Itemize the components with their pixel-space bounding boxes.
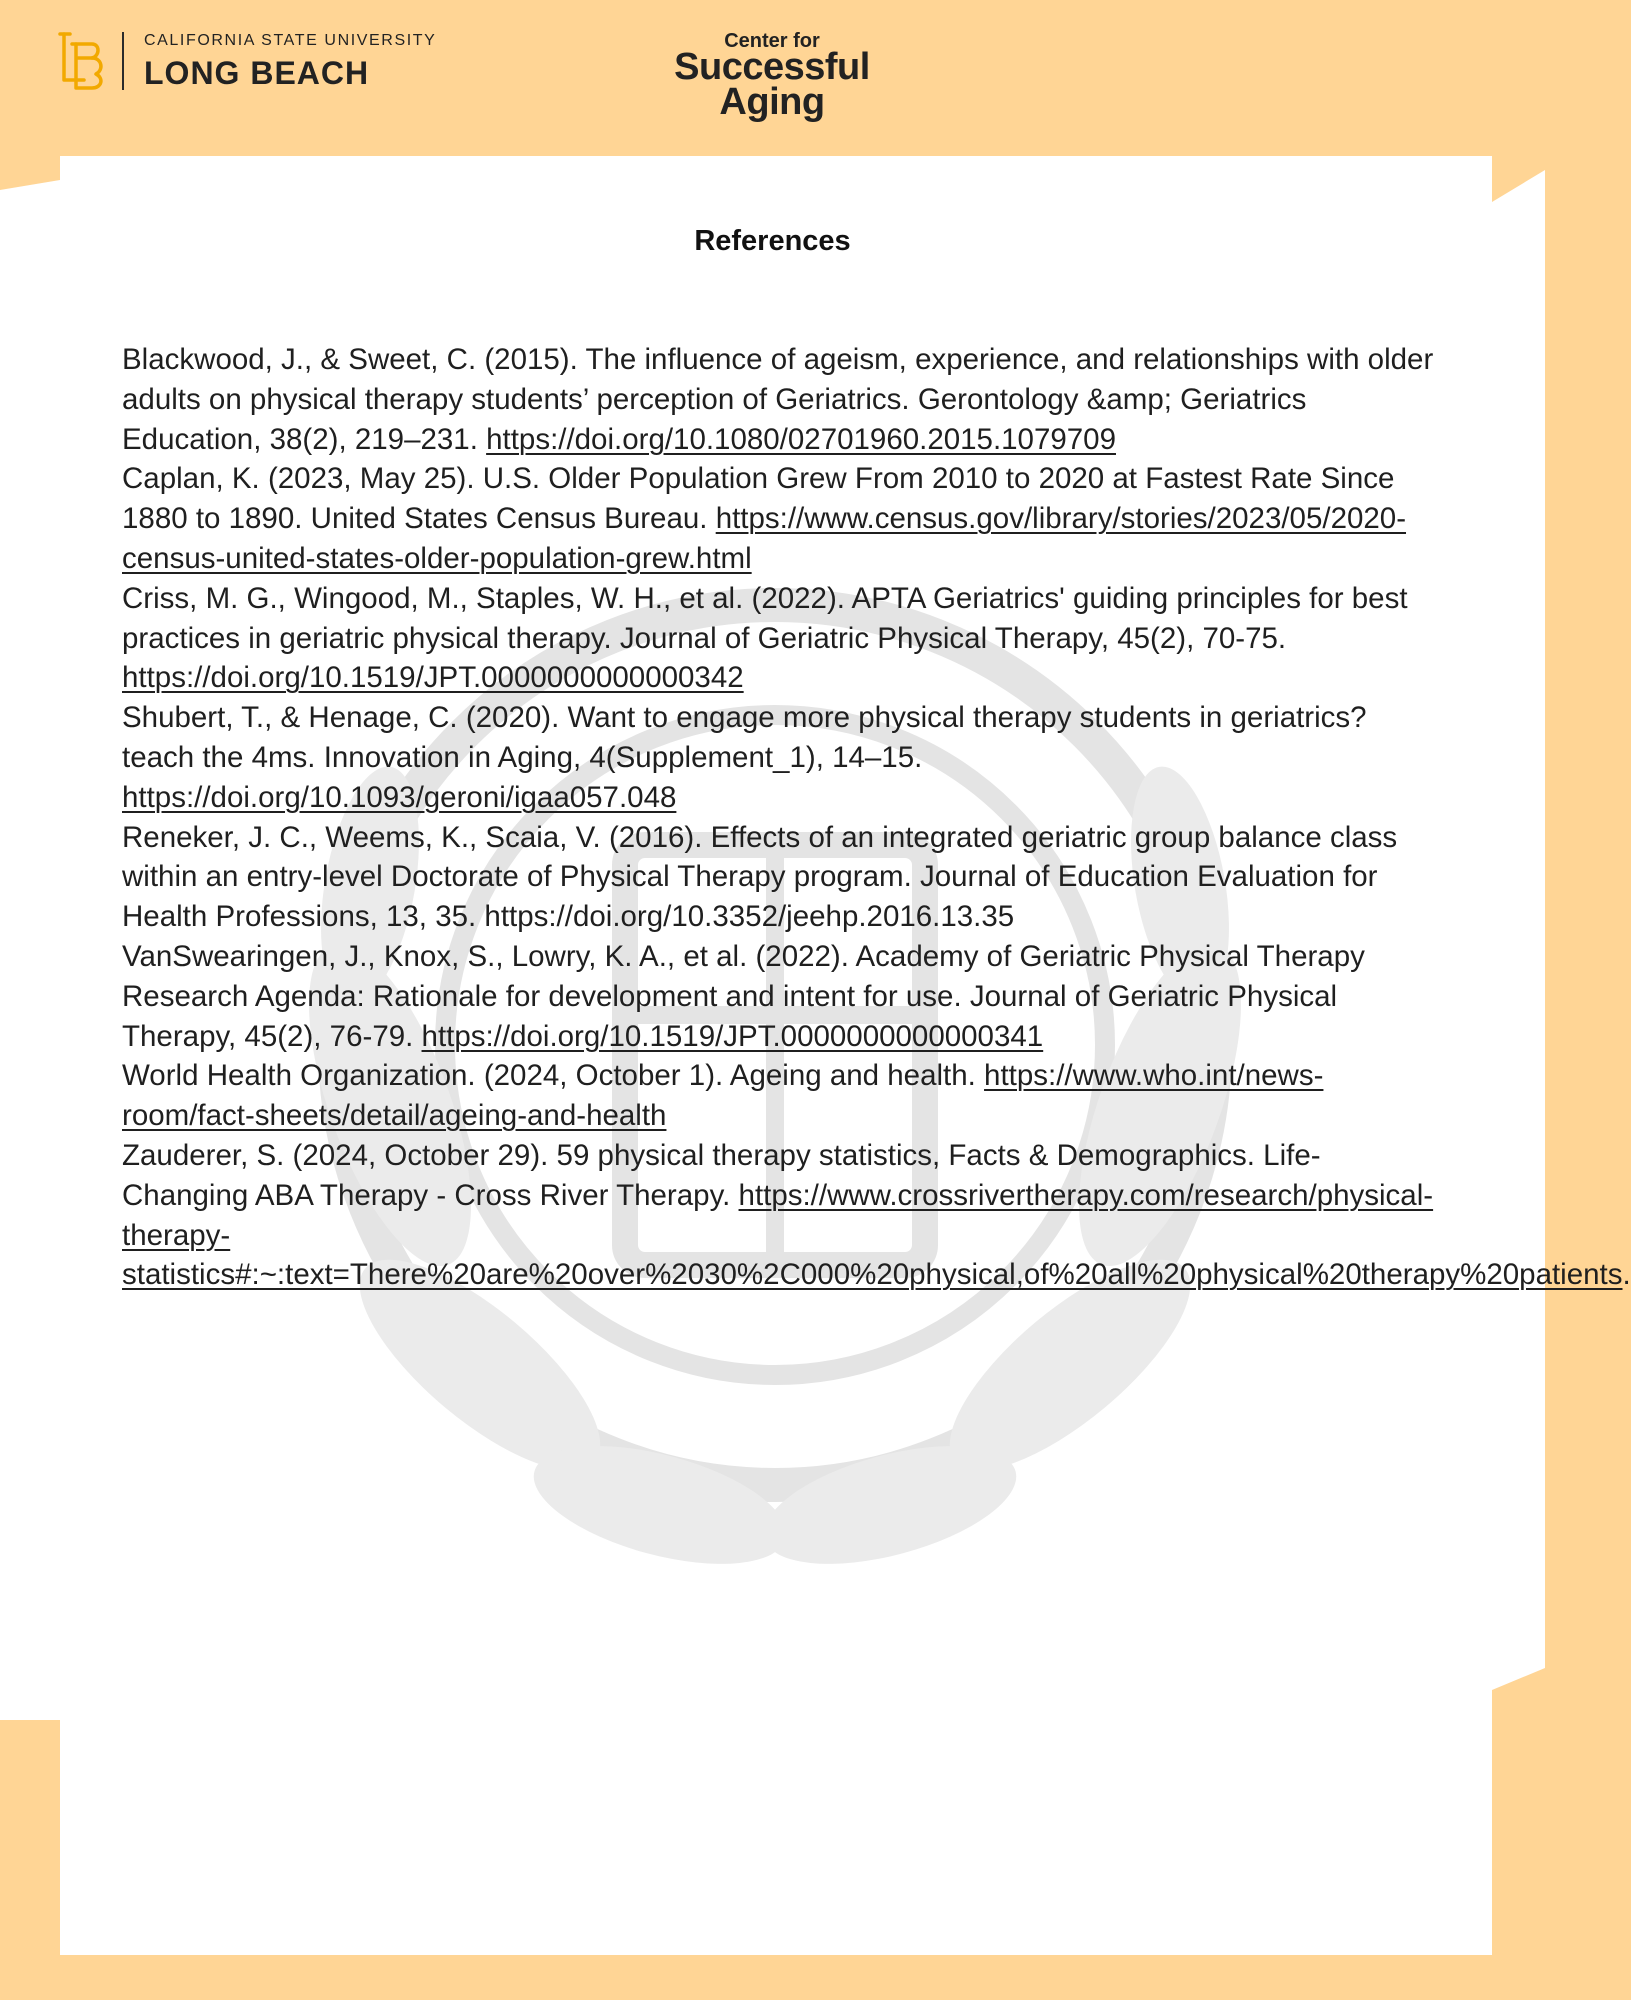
reference-entry <box>122 1136 1631 1295</box>
page-header <box>0 0 1545 155</box>
lb-monogram-icon <box>58 30 108 92</box>
reference-entry <box>122 340 1442 459</box>
reference-entry <box>122 818 1442 937</box>
reference-citation: VanSwearingen, J., Knox, S., Lowry, K. A., et al. (2022). Academy of Geriatric Physical Therapy Research Agenda: Rationale for development and intent for use. Journal of Geriatric Physical Therapy, 45(2), 76-79. <box>122 939 1365 1053</box>
reference-link[interactable]: https://doi.org/10.1080/02701960.2015.1079709 <box>486 422 1116 456</box>
logo-divider <box>122 32 124 90</box>
reference-citation: Zauderer, S. (2024, October 29). 59 physical therapy statistics, Facts & Demographics. Life-Changing ABA Therapy - Cross River Therapy. <box>122 1138 1321 1212</box>
reference-citation: Caplan, K. (2023, May 25). U.S. Older Population Grew From 2010 to 2020 at Fastest Rate Since 1880 to 1890. United States Census Bureau. <box>122 462 1395 536</box>
center-for-successful-aging-logo <box>672 30 872 124</box>
reference-citation: Criss, M. G., Wingood, M., Staples, W. H., et al. (2022). APTA Geriatrics' guiding principles for best practices in geriatric physical therapy. Journal of Geriatric Physical Therapy, 45(2), 70-75. <box>122 581 1408 655</box>
reference-citation: World Health Organization. (2024, October 1). Ageing and health. <box>122 1059 976 1093</box>
reference-link[interactable]: https://www.census.gov/library/stories/2023/05/2020-census-united-states-older-population-grew.html <box>122 502 1407 575</box>
reference-link[interactable]: https://doi.org/10.1519/JPT.0000000000000342 <box>122 661 744 695</box>
reference-citation: Reneker, J. C., Weems, K., Scaia, V. (2016). Effects of an integrated geriatric group balance class within an entry-level Doctorate of Physical Therapy program. Journal of Education Evaluation for Health Professions, 13, 35. <box>122 820 1398 934</box>
reference-link[interactable]: https://www.who.int/news-room/fact-sheets/detail/ageing-and-health <box>122 1059 1324 1133</box>
reference-list <box>122 340 1631 1295</box>
reference-entry <box>122 459 1442 578</box>
center-logo-line-2: Successful <box>674 46 870 89</box>
reference-entry <box>122 937 1442 1056</box>
reference-citation: Blackwood, J., & Sweet, C. (2015). The influence of ageism, experience, and relationships with older adults on physical therapy students’ perception of Geriatrics. Gerontology &amp; Geriatrics Education, 38(2), 219–231. <box>122 343 1434 456</box>
reference-entry <box>122 698 1442 817</box>
reference-trailing-punctuation: . <box>1622 1258 1631 1292</box>
center-logo-line-3: Aging <box>719 81 825 124</box>
university-name-bottom: LONG BEACH <box>144 55 370 91</box>
reference-link[interactable]: https://www.crossrivertherapy.com/research/physical-therapy-statistics#:~:text=There%20are%20over%2030%2C000%20physical,of%20all%20physical%20therapy%20patients <box>122 1178 1623 1292</box>
page-title: References <box>694 225 851 257</box>
reference-entry <box>122 579 1442 698</box>
university-name-top: CALIFORNIA STATE UNIVERSITY <box>144 32 437 49</box>
csulb-logo <box>58 30 436 92</box>
reference-link[interactable]: https://doi.org/10.1519/JPT.0000000000000341 <box>421 1019 1044 1053</box>
center-logo-line-1: Center for <box>724 30 820 52</box>
reference-citation: Shubert, T., & Henage, C. (2020). Want to engage more physical therapy students in geriatrics? teach the 4ms. Innovation in Aging, 4(Supplement_1), 14–15. <box>122 701 1367 774</box>
reference-entry <box>122 1056 1442 1136</box>
reference-link[interactable]: https://doi.org/10.1093/geroni/igaa057.048 <box>122 780 677 814</box>
reference-url: https://doi.org/10.3352/jeehp.2016.13.35 <box>484 900 1015 934</box>
university-name <box>144 33 436 89</box>
